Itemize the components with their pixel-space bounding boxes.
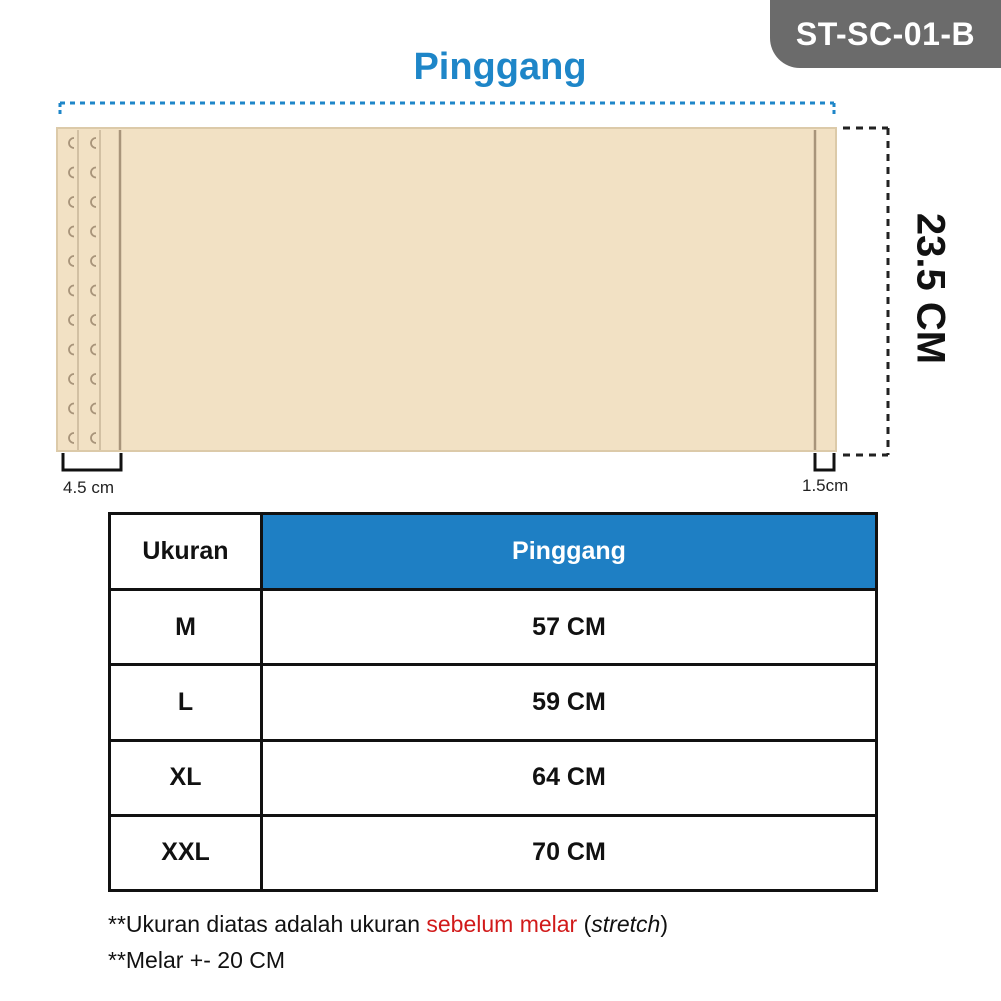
note-text: **Ukuran diatas adalah ukuran [108, 911, 427, 937]
size-cell: M [110, 590, 262, 665]
corset-fabric [57, 128, 836, 451]
table-row [110, 590, 877, 665]
right-panel-label: 1.5cm [802, 476, 849, 495]
waist-cell: 64 CM [262, 740, 877, 815]
left-panel-label: 4.5 cm [63, 478, 115, 497]
right-panel-bracket [815, 453, 834, 470]
width-dimension-line [60, 103, 834, 116]
size-cell: XL [110, 740, 262, 815]
note-line-1 [108, 906, 668, 942]
left-panel-bracket [63, 453, 121, 470]
waist-cell: 57 CM [262, 590, 877, 665]
table-row [110, 815, 877, 890]
note-paren-open: ( [577, 911, 592, 937]
size-chart-table [108, 512, 878, 892]
size-cell: XXL [110, 815, 262, 890]
note-line-2: **Melar +- 20 CM [108, 947, 286, 973]
waist-column-header: Pinggang [262, 514, 877, 590]
note-italic: stretch [591, 911, 661, 937]
waist-title: Pinggang [413, 46, 587, 88]
table-header-row [110, 514, 877, 590]
note-paren-close: ) [660, 911, 668, 937]
product-code-badge: ST-SC-01-B [770, 0, 1001, 68]
size-notes [108, 906, 668, 978]
size-cell: L [110, 665, 262, 740]
size-column-header: Ukuran [110, 514, 262, 590]
table-row [110, 665, 877, 740]
table-row [110, 740, 877, 815]
waist-cell: 59 CM [262, 665, 877, 740]
height-label: 23.5 CM [908, 212, 953, 365]
note-highlight: sebelum melar [426, 911, 578, 937]
height-dimension-line [843, 128, 888, 455]
waist-cell: 70 CM [262, 815, 877, 890]
